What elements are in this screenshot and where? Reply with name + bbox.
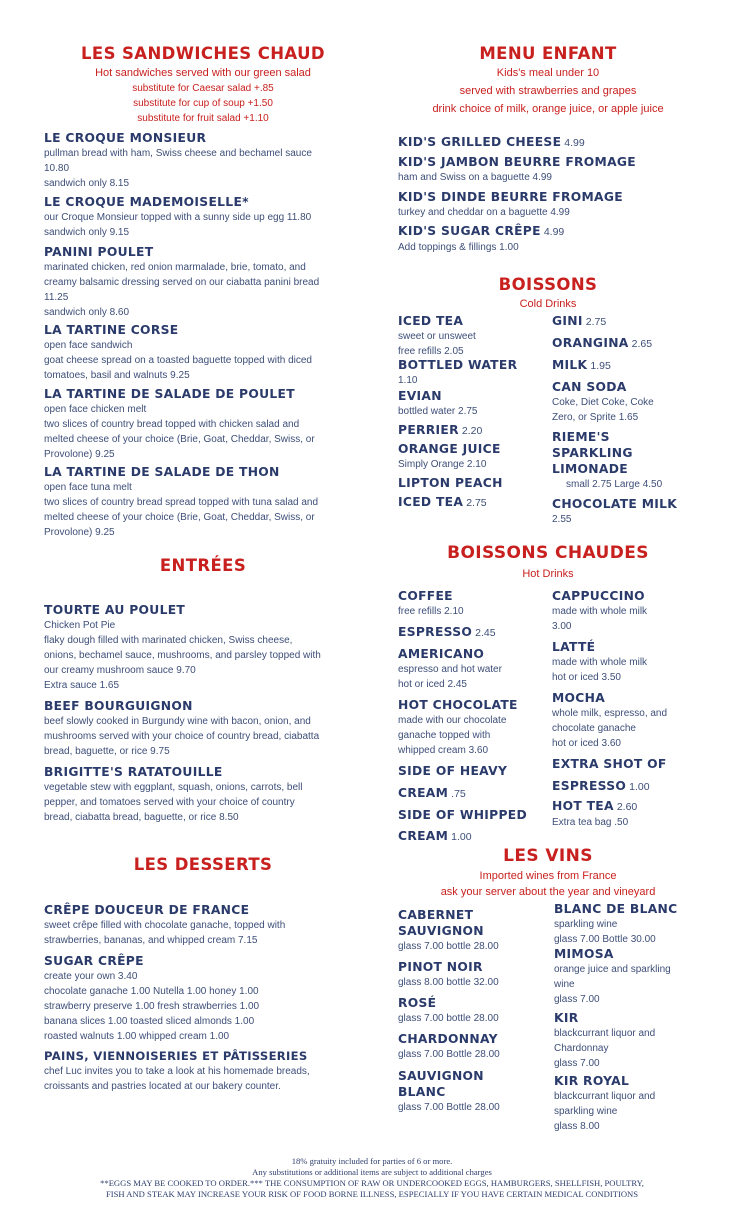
item-desc: hot or iced 3.60 (552, 738, 621, 749)
item-desc: small 2.75 Large 4.50 (566, 479, 663, 490)
item-desc: blackcurrant liquor and (554, 1028, 656, 1039)
vins-title: LES VINS (503, 846, 593, 866)
item-price: 1.95 (590, 360, 611, 372)
item-price: 1.00 (451, 831, 472, 843)
item-name: CABERNET (398, 908, 474, 922)
item-desc: bread, ciabatta bread, baguette, or rice 8.50 (44, 812, 239, 823)
menu-item (398, 388, 548, 419)
item-desc: glass 7.00 (554, 1058, 600, 1069)
item-name-text: GINI (552, 314, 583, 328)
item-desc: 3.00 (552, 621, 572, 632)
sandwiches-sub-3: substitute for fruit salad +1.10 (137, 113, 269, 124)
menu-item (552, 379, 702, 425)
item-desc: 2.55 (552, 514, 572, 525)
footer-line: **EGGS MAY BE COOKED TO ORDER.*** THE CONSUMPTION OF RAW OR UNDERCOOKED EGGS, HAMBURGERS, SHELLFISH, POULTRY, (100, 1178, 644, 1188)
item-price: .75 (451, 788, 466, 800)
item-desc: Extra tea bag .50 (552, 817, 629, 828)
menu-item (398, 588, 548, 619)
footer-disclaimer (0, 1156, 744, 1200)
desserts-title: LES DESSERTS (133, 855, 273, 874)
menu-item (554, 1073, 704, 1134)
item-desc: sweet or unsweet (398, 331, 476, 342)
item-name (398, 624, 548, 641)
sandwiches-title: LES SANDWICHES CHAUD (80, 44, 325, 63)
menu-item (554, 901, 704, 947)
item-desc: Simply Orange 2.10 (398, 459, 487, 470)
item-name: CRÊPE DOUCEUR DE FRANCE (44, 903, 250, 917)
item-name: BOTTLED WATER (398, 358, 518, 372)
item-name (398, 422, 548, 439)
menu-item (44, 902, 362, 948)
item-name-text: ICED TEA (398, 495, 464, 509)
menu-item (552, 496, 702, 527)
item-desc: hot or iced 2.45 (398, 679, 467, 690)
menu-item (554, 1010, 704, 1071)
item-name: MOCHA (552, 691, 606, 705)
boissons-title: BOISSONS (498, 275, 598, 294)
menu-item (44, 953, 362, 1044)
item-desc: pullman bread with ham, Swiss cheese and bechamel sauce (44, 148, 312, 159)
item-name: SIDE OF WHIPPED (398, 808, 528, 822)
item-price: 2.20 (461, 425, 483, 437)
item-desc: 10.80 (44, 163, 70, 174)
item-desc: glass 7.00 Bottle 30.00 (554, 934, 656, 945)
item-desc: tomatoes, basil and walnuts 9.25 (44, 370, 190, 381)
menu-item (398, 646, 548, 692)
menu-item (552, 313, 702, 330)
vins-sub-1: Imported wines from France (479, 870, 617, 882)
item-desc: melted cheese of your choice (Brie, Goat, Cheddar, Swiss, or (44, 512, 315, 523)
sandwiches-subtitle: Hot sandwiches served with our green salad (95, 67, 311, 79)
item-desc: Provolone) 9.25 (44, 527, 115, 538)
item-desc: banana slices 1.00 toasted sliced almonds 1.00 (44, 1016, 255, 1027)
menu-item (44, 244, 362, 320)
item-price: 2.45 (475, 627, 496, 639)
item-name: ICED TEA (398, 314, 464, 328)
menu-item (398, 475, 548, 491)
item-desc: orange juice and sparkling (554, 964, 671, 975)
item-name: TOURTE AU POULET (44, 603, 186, 617)
item-desc: chocolate ganache (552, 723, 636, 734)
item-desc: 1.10 (398, 375, 418, 386)
item-name: LA TARTINE CORSE (44, 323, 179, 337)
sandwiches-sub-2: substitute for cup of soup +1.50 (133, 98, 273, 109)
item-desc: glass 8.00 (554, 1121, 600, 1132)
menu-item (552, 798, 702, 830)
item-desc: sandwich only 9.15 (44, 227, 130, 238)
item-desc: our creamy mushroom sauce 9.70 (44, 665, 196, 676)
item-desc: flaky dough filled with marinated chicken, Swiss cheese, (44, 635, 293, 646)
item-name: KID'S DINDE BEURRE FROMAGE (398, 190, 623, 204)
item-desc: two slices of country bread spread topped with tuna salad and (44, 497, 319, 508)
menu-item (398, 154, 698, 185)
item-name: AMERICANO (398, 647, 485, 661)
item-desc: turkey and cheddar on a baguette 4.99 (398, 207, 570, 218)
item-desc: sparkling wine (554, 919, 618, 930)
menu-item (44, 602, 362, 693)
item-desc: two slices of country bread topped with chicken salad and (44, 419, 300, 430)
item-desc: glass 7.00 Bottle 28.00 (398, 1102, 500, 1113)
item-name: LIPTON PEACH (398, 476, 503, 490)
item-desc: strawberry preserve 1.00 fresh strawberries 1.00 (44, 1001, 260, 1012)
item-name: KID'S JAMBON BEURRE FROMAGE (398, 155, 636, 169)
item-desc: made with our chocolate (398, 715, 507, 726)
item-name: MIMOSA (554, 947, 614, 961)
vins-sub-2: ask your server about the year and vineyard (440, 886, 656, 898)
menu-item (398, 422, 548, 439)
menu-item (398, 807, 548, 823)
menu-item (398, 624, 548, 641)
item-name: BLANC DE BLANC (554, 902, 678, 916)
item-name: LA TARTINE DE SALADE DE THON (44, 465, 280, 479)
item-desc: goat cheese spread on a toasted baguette topped with diced (44, 355, 312, 366)
item-desc: creamy balsamic dressing served on our ciabatta panini bread (44, 277, 320, 288)
menu-item (398, 134, 698, 151)
item-desc: chocolate ganache 1.00 Nutella 1.00 honey 1.00 (44, 986, 259, 997)
item-desc: roasted walnuts 1.00 whipped cream 1.00 (44, 1031, 230, 1042)
item-name: SUGAR CRÊPE (44, 954, 144, 968)
menu-item (44, 698, 362, 759)
menu-item (552, 778, 702, 795)
item-desc: ganache topped with (398, 730, 491, 741)
menu-item (398, 313, 548, 359)
menu-item (44, 764, 362, 825)
item-name: LIMONADE (552, 462, 628, 476)
item-desc: Coke, Diet Coke, Coke (552, 397, 654, 408)
item-price: 2.60 (616, 801, 638, 813)
item-desc: glass 7.00 (554, 994, 600, 1005)
item-desc: vegetable stew with eggplant, squash, onions, carrots, bell (44, 782, 303, 793)
item-name: HOT CHOCOLATE (398, 698, 518, 712)
item-name: BEEF BOURGUIGNON (44, 699, 193, 713)
item-name: KIR ROYAL (554, 1074, 630, 1088)
item-desc: melted cheese of your choice (Brie, Goat, Cheddar, Swiss, or (44, 434, 315, 445)
menu-item (398, 959, 548, 990)
item-name (398, 828, 548, 845)
item-name: LE CROQUE MADEMOISELLE* (44, 195, 249, 209)
item-desc: whipped cream 3.60 (398, 745, 489, 756)
menu-item (398, 697, 548, 758)
item-desc: Extra sauce 1.65 (44, 680, 120, 691)
item-desc: blackcurrant liquor and (554, 1091, 656, 1102)
item-name: SAUVIGNON (398, 1069, 484, 1083)
chaudes-title: BOISSONS CHAUDES (447, 543, 649, 563)
item-desc: sandwich only 8.60 (44, 307, 130, 318)
menu-item (552, 335, 702, 352)
item-desc: Provolone) 9.25 (44, 449, 115, 460)
item-price: 4.99 (564, 137, 585, 149)
item-price: 4.99 (543, 226, 565, 238)
item-name: EVIAN (398, 389, 442, 403)
item-desc: bottled water 2.75 (398, 406, 478, 417)
item-name: LE CROQUE MONSIEUR (44, 131, 207, 145)
item-desc: Chicken Pot Pie (44, 620, 116, 631)
menu-item (44, 464, 362, 540)
menu-item (398, 763, 548, 779)
item-name-text: CREAM (398, 829, 449, 843)
item-name: LATTÉ (552, 640, 596, 654)
item-name: RIEME'S (552, 430, 610, 444)
item-desc: hot or iced 3.50 (552, 672, 621, 683)
item-name (398, 134, 698, 151)
item-name-text: ESPRESSO (552, 779, 627, 793)
item-desc: espresso and hot water (398, 664, 502, 675)
boissons-subtitle: Cold Drinks (519, 298, 577, 310)
item-desc: sparkling wine (554, 1106, 618, 1117)
item-desc: Add toppings & fillings 1.00 (398, 242, 519, 253)
menu-item (552, 429, 702, 492)
chaudes-subtitle: Hot Drinks (522, 568, 574, 580)
item-name-text: CREAM (398, 786, 449, 800)
kids-title: MENU ENFANT (479, 44, 617, 63)
item-name: LA TARTINE DE SALADE DE POULET (44, 387, 295, 401)
item-name (552, 335, 702, 352)
menu-item (554, 946, 704, 1007)
menu-item (44, 386, 362, 462)
footer-line: Any substitutions or additional items are subject to additional charges (252, 1167, 492, 1177)
menu-item (552, 756, 702, 772)
item-name-text: ESPRESSO (398, 625, 473, 639)
item-name: BRIGITTE'S RATATOUILLE (44, 765, 223, 779)
sandwiches-sub-1: substitute for Caesar salad +.85 (132, 83, 274, 94)
item-price: 2.65 (631, 338, 653, 350)
item-name: CAN SODA (552, 380, 627, 394)
item-name: SAUVIGNON (398, 924, 484, 938)
kids-sub-3: drink choice of milk, orange juice, or apple juice (432, 103, 664, 115)
entrees-title: ENTRÉES (159, 556, 247, 575)
menu-item (398, 441, 548, 472)
kids-sub-1: Kids's meal under 10 (496, 67, 600, 79)
menu-item (398, 357, 548, 388)
item-name-text: MILK (552, 358, 588, 372)
menu-item (398, 223, 698, 255)
item-name (552, 313, 702, 330)
menu-item (44, 322, 362, 383)
item-desc: open face tuna melt (44, 482, 132, 493)
item-desc: sweet crêpe filled with chocolate ganache, topped with (44, 920, 286, 931)
item-desc: create your own 3.40 (44, 971, 138, 982)
item-price: 1.00 (629, 781, 650, 793)
item-desc: glass 7.00 bottle 28.00 (398, 941, 499, 952)
item-name (398, 785, 548, 802)
item-name (552, 778, 702, 795)
item-desc: strawberries, bananas, and whipped cream 7.15 (44, 935, 258, 946)
item-desc: open face chicken melt (44, 404, 147, 415)
item-name: ORANGE JUICE (398, 442, 501, 456)
item-desc: made with whole milk (552, 606, 648, 617)
menu-item (552, 690, 702, 751)
item-desc: free refills 2.10 (398, 606, 464, 617)
item-desc: mushrooms served with your choice of country bread, ciabatta (44, 731, 320, 742)
item-name-text: KID'S GRILLED CHEESE (398, 135, 562, 149)
item-name: PAINS, VIENNOISERIES ET PÂTISSERIES (44, 1049, 308, 1063)
item-desc: Chardonnay (554, 1043, 609, 1054)
menu-item (552, 588, 702, 634)
item-name (552, 798, 702, 815)
menu-item (552, 639, 702, 685)
item-name (552, 357, 702, 374)
item-name: PINOT NOIR (398, 960, 483, 974)
item-desc: free refills 2.05 (398, 346, 464, 357)
item-name-text: HOT TEA (552, 799, 614, 813)
item-desc: made with whole milk (552, 657, 648, 668)
item-desc: open face sandwich (44, 340, 133, 351)
item-price: 2.75 (585, 316, 607, 328)
item-desc: pepper, and tomatoes served with your choice of country (44, 797, 295, 808)
footer-line: FISH AND STEAK MAY INCREASE YOUR RISK OF FOOD BORNE ILLNESS, ESPECIALLY IF YOU HAVE CERTAIN MEDICAL CONDITIONS (105, 1189, 639, 1199)
item-name: CHARDONNAY (398, 1032, 498, 1046)
menu-item (44, 130, 362, 191)
item-desc: our Croque Monsieur topped with a sunny side up egg 11.80 (44, 212, 312, 223)
item-name: COFFEE (398, 589, 453, 603)
menu-item (44, 194, 362, 240)
item-name: PANINI POULET (44, 245, 154, 259)
item-desc: 11.25 (44, 292, 69, 303)
menu-item (398, 1068, 548, 1115)
item-name (398, 494, 548, 511)
item-desc: croissants and pastries located at our bakery counter. (44, 1081, 281, 1092)
item-desc: Zero, or Sprite 1.65 (552, 412, 639, 423)
item-price: 2.75 (466, 497, 487, 509)
item-desc: whole milk, espresso, and (552, 708, 668, 719)
item-desc: sandwich only 8.15 (44, 178, 130, 189)
item-name: BLANC (398, 1085, 446, 1099)
item-name (398, 223, 698, 240)
item-name: EXTRA SHOT OF (552, 757, 667, 771)
item-name-text: ORANGINA (552, 336, 629, 350)
menu-item (398, 189, 698, 220)
item-name: KIR (554, 1011, 579, 1025)
item-desc: onions, bechamel sauce, mushrooms, and parsley topped with (44, 650, 321, 661)
item-name-text: PERRIER (398, 423, 459, 437)
item-name: SPARKLING (552, 446, 633, 460)
item-name: CAPPUCCINO (552, 589, 645, 603)
footer-line: 18% gratuity included for parties of 6 or more. (291, 1156, 453, 1166)
menu-item (398, 494, 548, 511)
item-desc: glass 8.00 bottle 32.00 (398, 977, 499, 988)
item-desc: wine (554, 979, 575, 990)
menu-item (552, 357, 702, 374)
item-desc: glass 7.00 bottle 28.00 (398, 1013, 499, 1024)
menu-item (398, 907, 548, 954)
item-name: CHOCOLATE MILK (552, 497, 678, 511)
item-desc: ham and Swiss on a baguette 4.99 (398, 172, 552, 183)
menu-item (44, 1048, 362, 1094)
item-desc: marinated chicken, red onion marmalade, brie, tomato, and (44, 262, 306, 273)
item-name: SIDE OF HEAVY (398, 764, 508, 778)
item-name: ROSÉ (398, 996, 437, 1010)
item-desc: bread, baguette, or rice 9.75 (44, 746, 170, 757)
menu-item (398, 828, 548, 845)
kids-sub-2: served with strawberries and grapes (459, 85, 637, 97)
item-desc: glass 7.00 Bottle 28.00 (398, 1049, 500, 1060)
menu-item (398, 1031, 548, 1062)
item-name-text: KID'S SUGAR CRÊPE (398, 224, 541, 238)
menu-item (398, 785, 548, 802)
menu-item (398, 995, 548, 1026)
item-desc: chef Luc invites you to take a look at his homemade breads, (44, 1066, 310, 1077)
item-desc: beef slowly cooked in Burgundy wine with bacon, onion, and (44, 716, 311, 727)
